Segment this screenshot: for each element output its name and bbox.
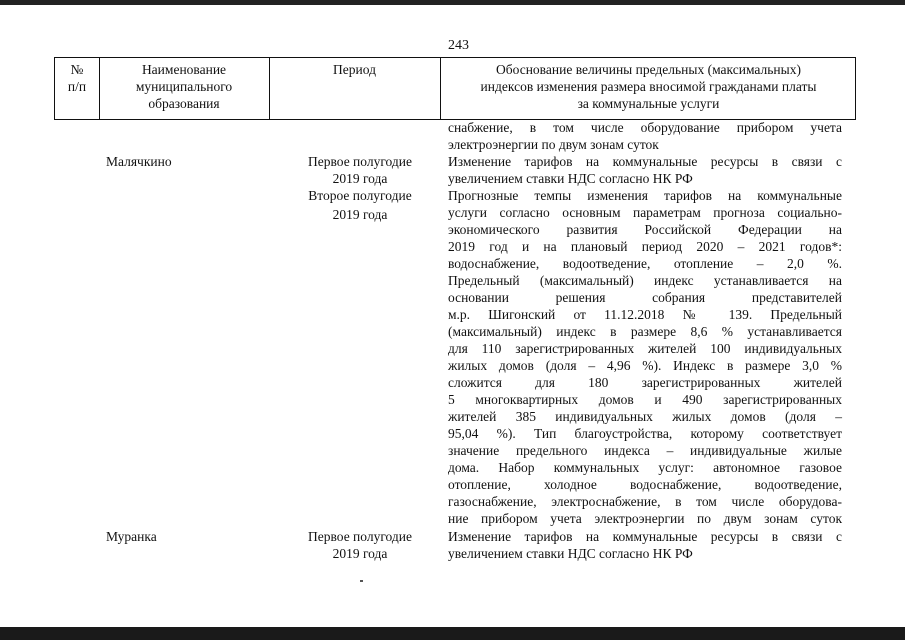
justification-line: газоснабжение, электроснабжение, в том числе оборудова- xyxy=(448,494,842,509)
header-number: № п/п xyxy=(67,62,87,94)
justification-line: отопление, холодное водоснабжение, водоотведение, xyxy=(448,477,842,492)
justification-line: услуги согласно основным параметрам прогноза социально- xyxy=(448,205,842,220)
period-label: Первое полугодие xyxy=(308,529,412,544)
justification-line: увеличением ставки НДС согласно НК РФ xyxy=(448,546,693,561)
justification-line: для 110 зарегистрированных жителей 100 индивидуальных xyxy=(448,341,842,356)
justification-line: значение предельного индекса – индивидуальные жилые xyxy=(448,443,842,458)
justification-line: увеличением ставки НДС согласно НК РФ xyxy=(448,171,693,186)
period-label: 2019 года xyxy=(332,546,388,561)
period-label: 2019 года xyxy=(332,171,388,186)
justification-line: 95,04 %). Тип благоустройства, которому соответствует xyxy=(448,426,842,441)
municipality-name: Малячкино xyxy=(106,154,172,169)
justification-line: 5 многоквартирных домов и 490 зарегистрированных xyxy=(448,392,842,407)
period-label: Первое полугодие xyxy=(308,154,412,169)
justification-line: Прогнозные темпы изменения тарифов на коммунальные xyxy=(448,188,842,203)
continuation-line: снабжение, в том числе оборудование прибором учета xyxy=(448,120,842,135)
justification-line: дома. Набор коммунальных услуг: автономное газовое xyxy=(448,460,842,475)
justification-line: Предельный (максимальный) индекс устанавливается на xyxy=(448,273,842,288)
justification-line: 2019 год и на плановый период 2020 – 2021 годов*: xyxy=(448,239,842,254)
continuation-line: электроэнергии по двум зонам суток xyxy=(448,137,659,152)
justification-line: м.р. Шигонский от 11.12.2018 № 139. Предельный xyxy=(448,307,842,322)
justification-line: Изменение тарифов на коммунальные ресурсы в связи с xyxy=(448,529,842,544)
scan-edge-bottom xyxy=(0,627,905,640)
justification-line: основании решения собрания представителей xyxy=(448,290,842,305)
justification-line: водоснабжение, водоотведение, отопление – 2,0 %. xyxy=(448,256,842,271)
justification-line: Изменение тарифов на коммунальные ресурсы в связи с xyxy=(448,154,842,169)
page-number: 243 xyxy=(448,38,469,53)
table-header xyxy=(54,57,856,120)
justification-line: жителей 385 индивидуальных жилых домов (доля – xyxy=(448,409,842,424)
justification-line: сложится для 180 зарегистрированных жителей xyxy=(448,375,842,390)
scan-speck xyxy=(360,580,363,582)
justification-line: ние прибором учета электроэнергии по двум зонам суток xyxy=(448,511,842,526)
municipality-name: Муранка xyxy=(106,529,157,544)
header-justification: Обоснование величины предельных (максимальных) индексов изменения размера вносимой гражданами платы за коммунальные услуги xyxy=(480,62,817,111)
justification-line: жилых домов (доля – 4,96 %). Индекс в размере 3,0 % xyxy=(448,358,842,373)
header-period: Период xyxy=(333,62,376,77)
header-municipality: Наименование муниципального образования xyxy=(135,62,233,111)
justification-line: (максимальный) индекс в размере 8,6 % устанавливается xyxy=(448,324,842,339)
scan-edge-top xyxy=(0,0,905,5)
period-label: Второе полугодие xyxy=(308,188,412,203)
justification-line: экономического развития Российской Федерации на xyxy=(448,222,842,237)
period-label: 2019 года xyxy=(332,207,388,222)
